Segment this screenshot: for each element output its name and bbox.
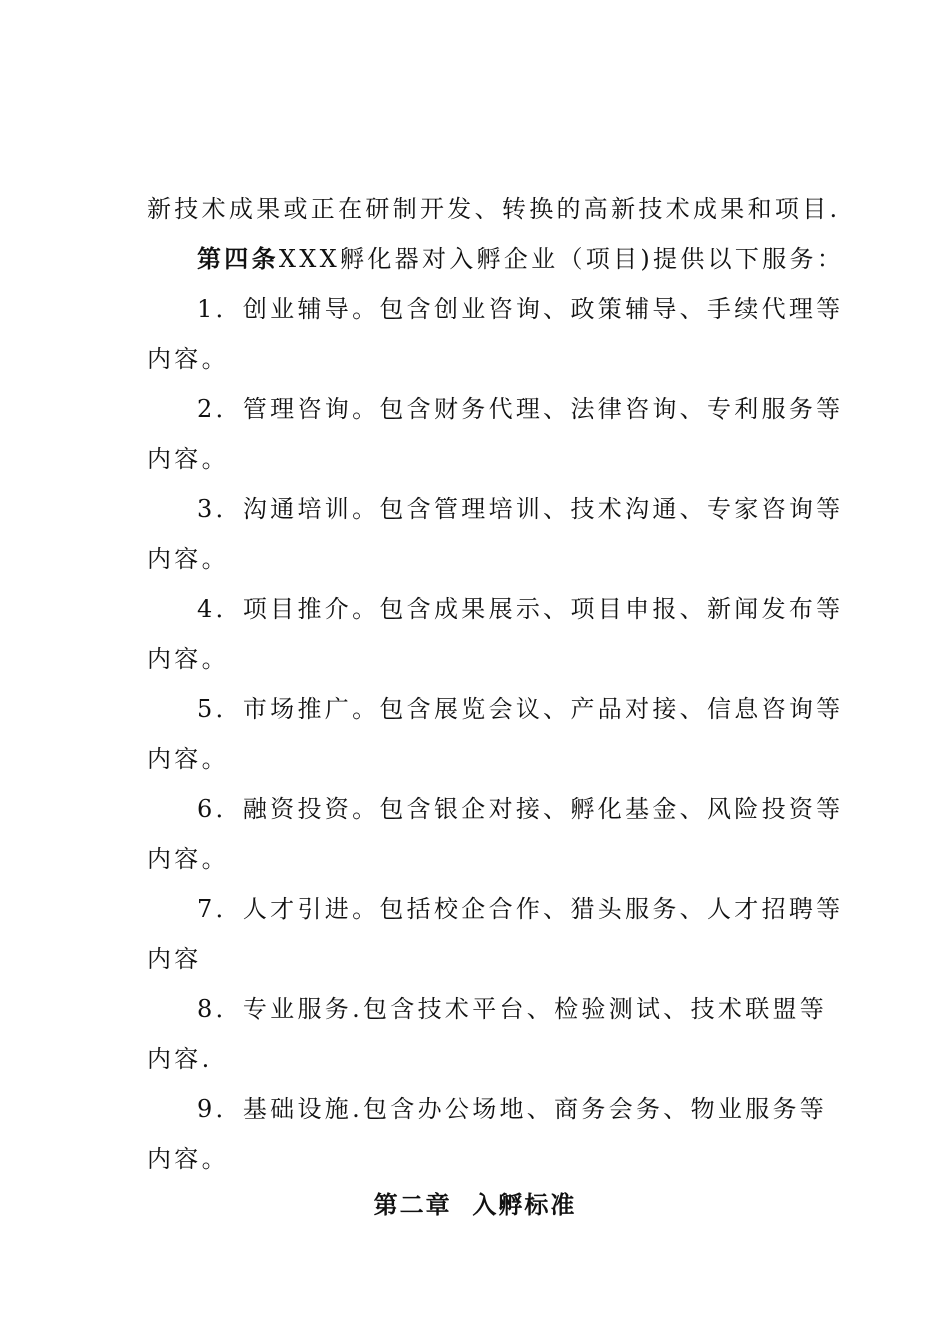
service-item-9-line2: 内容。 — [147, 1145, 229, 1173]
service-item-2-line1: 2．管理咨询。包含财务代理、法律咨询、专利服务等 — [197, 395, 844, 423]
service-item-1-line1: 1．创业辅导。包含创业咨询、政策辅导、手续代理等 — [197, 295, 844, 323]
service-item-7-line2: 内容 — [147, 945, 202, 973]
service-item-5-line2: 内容。 — [147, 745, 229, 773]
service-item-6-line2: 内容。 — [147, 845, 229, 873]
document-body — [147, 184, 845, 1184]
service-item-9-line1: 9．基础设施.包含办公场地、商务会务、物业服务等 — [197, 1095, 828, 1123]
service-item-4-line2: 内容。 — [147, 645, 229, 673]
service-item-2-line2: 内容。 — [147, 445, 229, 473]
intro-line: 新技术成果或正在研制开发、转换的高新技术成果和项目. — [147, 195, 841, 223]
article-heading: 第四条 — [197, 244, 279, 273]
service-item-3-line1: 3．沟通培训。包含管理培训、技术沟通、专家咨询等 — [197, 495, 844, 523]
service-item-4-line1: 4．项目推介。包含成果展示、项目申报、新闻发布等 — [197, 595, 844, 623]
service-item-1-line2: 内容。 — [147, 345, 229, 373]
service-item-8-line1: 8．专业服务.包含技术平台、检验测试、技术联盟等 — [197, 995, 828, 1023]
service-item-7-line1: 7．人才引进。包括校企合作、猎头服务、人才招聘等 — [197, 895, 844, 923]
service-item-3-line2: 内容。 — [147, 545, 229, 573]
service-item-6-line1: 6．融资投资。包含银企对接、孵化基金、风险投资等 — [197, 795, 844, 823]
article-text: XXX孵化器对入孵企业（项目)提供以下服务： — [278, 245, 845, 273]
service-item-8-line2: 内容. — [147, 1045, 213, 1073]
chapter-title: 第二章 入孵标准 — [373, 1190, 577, 1219]
article-line — [147, 234, 845, 284]
service-item-5-line1: 5．市场推广。包含展览会议、产品对接、信息咨询等 — [197, 695, 844, 723]
